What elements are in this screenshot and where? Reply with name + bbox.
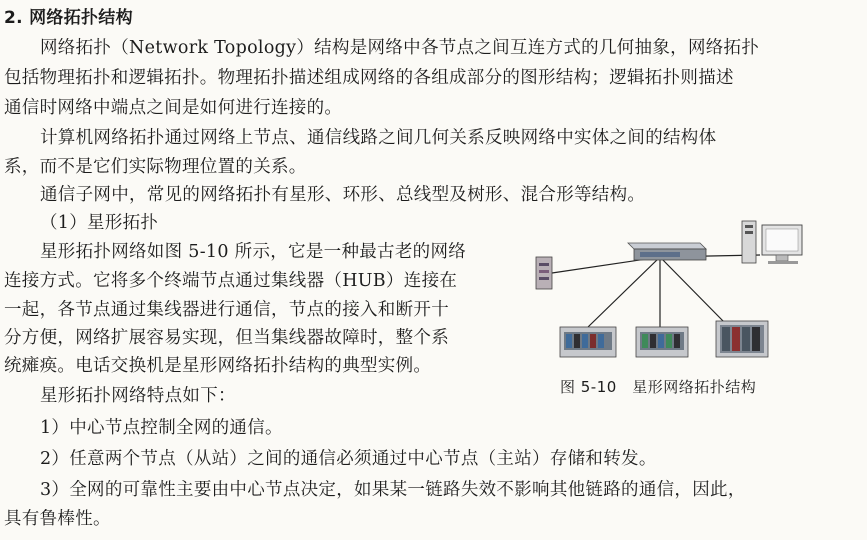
paragraph-line: 星形拓扑网络特点如下： [40, 386, 236, 406]
paragraph-line: 统瘫痪。电话交换机是星形网络拓扑结构的典型实例。 [4, 356, 432, 376]
paragraph-line: 系，而不是它们实际物理位置的关系。 [4, 157, 307, 177]
paragraph-line: 通信子网中，常见的网络拓扑有星形、环形、总线型及树形、混合形等结构。 [40, 185, 646, 205]
paragraph-line: 一起，各节点通过集线器进行通信，节点的接入和断开十 [4, 300, 449, 320]
subheading: （1）星形拓扑 [40, 213, 159, 233]
paragraph-line: 包括物理拓扑和逻辑拓扑。物理拓扑描述组成网络的各组成部分的图形结构；逻辑拓扑则描述 [4, 68, 734, 88]
figure-caption: 图 5-10 星形网络拓扑结构 [560, 378, 757, 396]
paragraph-line: 连接方式。它将多个终端节点通过集线器（HUB）连接在 [4, 271, 458, 291]
hub-icon [628, 243, 706, 260]
paragraph-line: 分方便，网络扩展容易实现，但当集线器故障时，整个系 [4, 328, 449, 348]
section-title: 2. 网络拓扑结构 [4, 8, 133, 28]
list-item: 1）中心节点控制全网的通信。 [40, 418, 283, 438]
paragraph-line: 网络拓扑（Network Topology）结构是网络中各节点之间互连方式的几何抽象，网络拓扑 [40, 38, 760, 58]
list-item: 具有鲁棒性。 [4, 509, 111, 529]
rack-device-icon [716, 321, 768, 357]
terminal-device-icon [536, 257, 552, 289]
paragraph-line: 计算机网络拓扑通过网络上节点、通信线路之间几何关系反映网络中实体之间的结构体 [40, 128, 717, 148]
network-links [552, 255, 760, 327]
rack-device-icon [636, 327, 688, 357]
paragraph-line: 通信时网络中端点之间是如何进行连接的。 [4, 98, 343, 118]
list-item: 3）全网的可靠性主要由中心节点决定，如果某一链路失效不影响其他链路的通信，因此， [40, 480, 746, 500]
paragraph-line: 星形拓扑网络如图 5-10 所示，它是一种最古老的网络 [40, 242, 467, 262]
rack-device-icon [560, 327, 616, 357]
list-item: 2）任意两个节点（从站）之间的通信必须通过中心节点（主站）存储和转发。 [40, 449, 657, 469]
computer-icon [742, 221, 802, 264]
